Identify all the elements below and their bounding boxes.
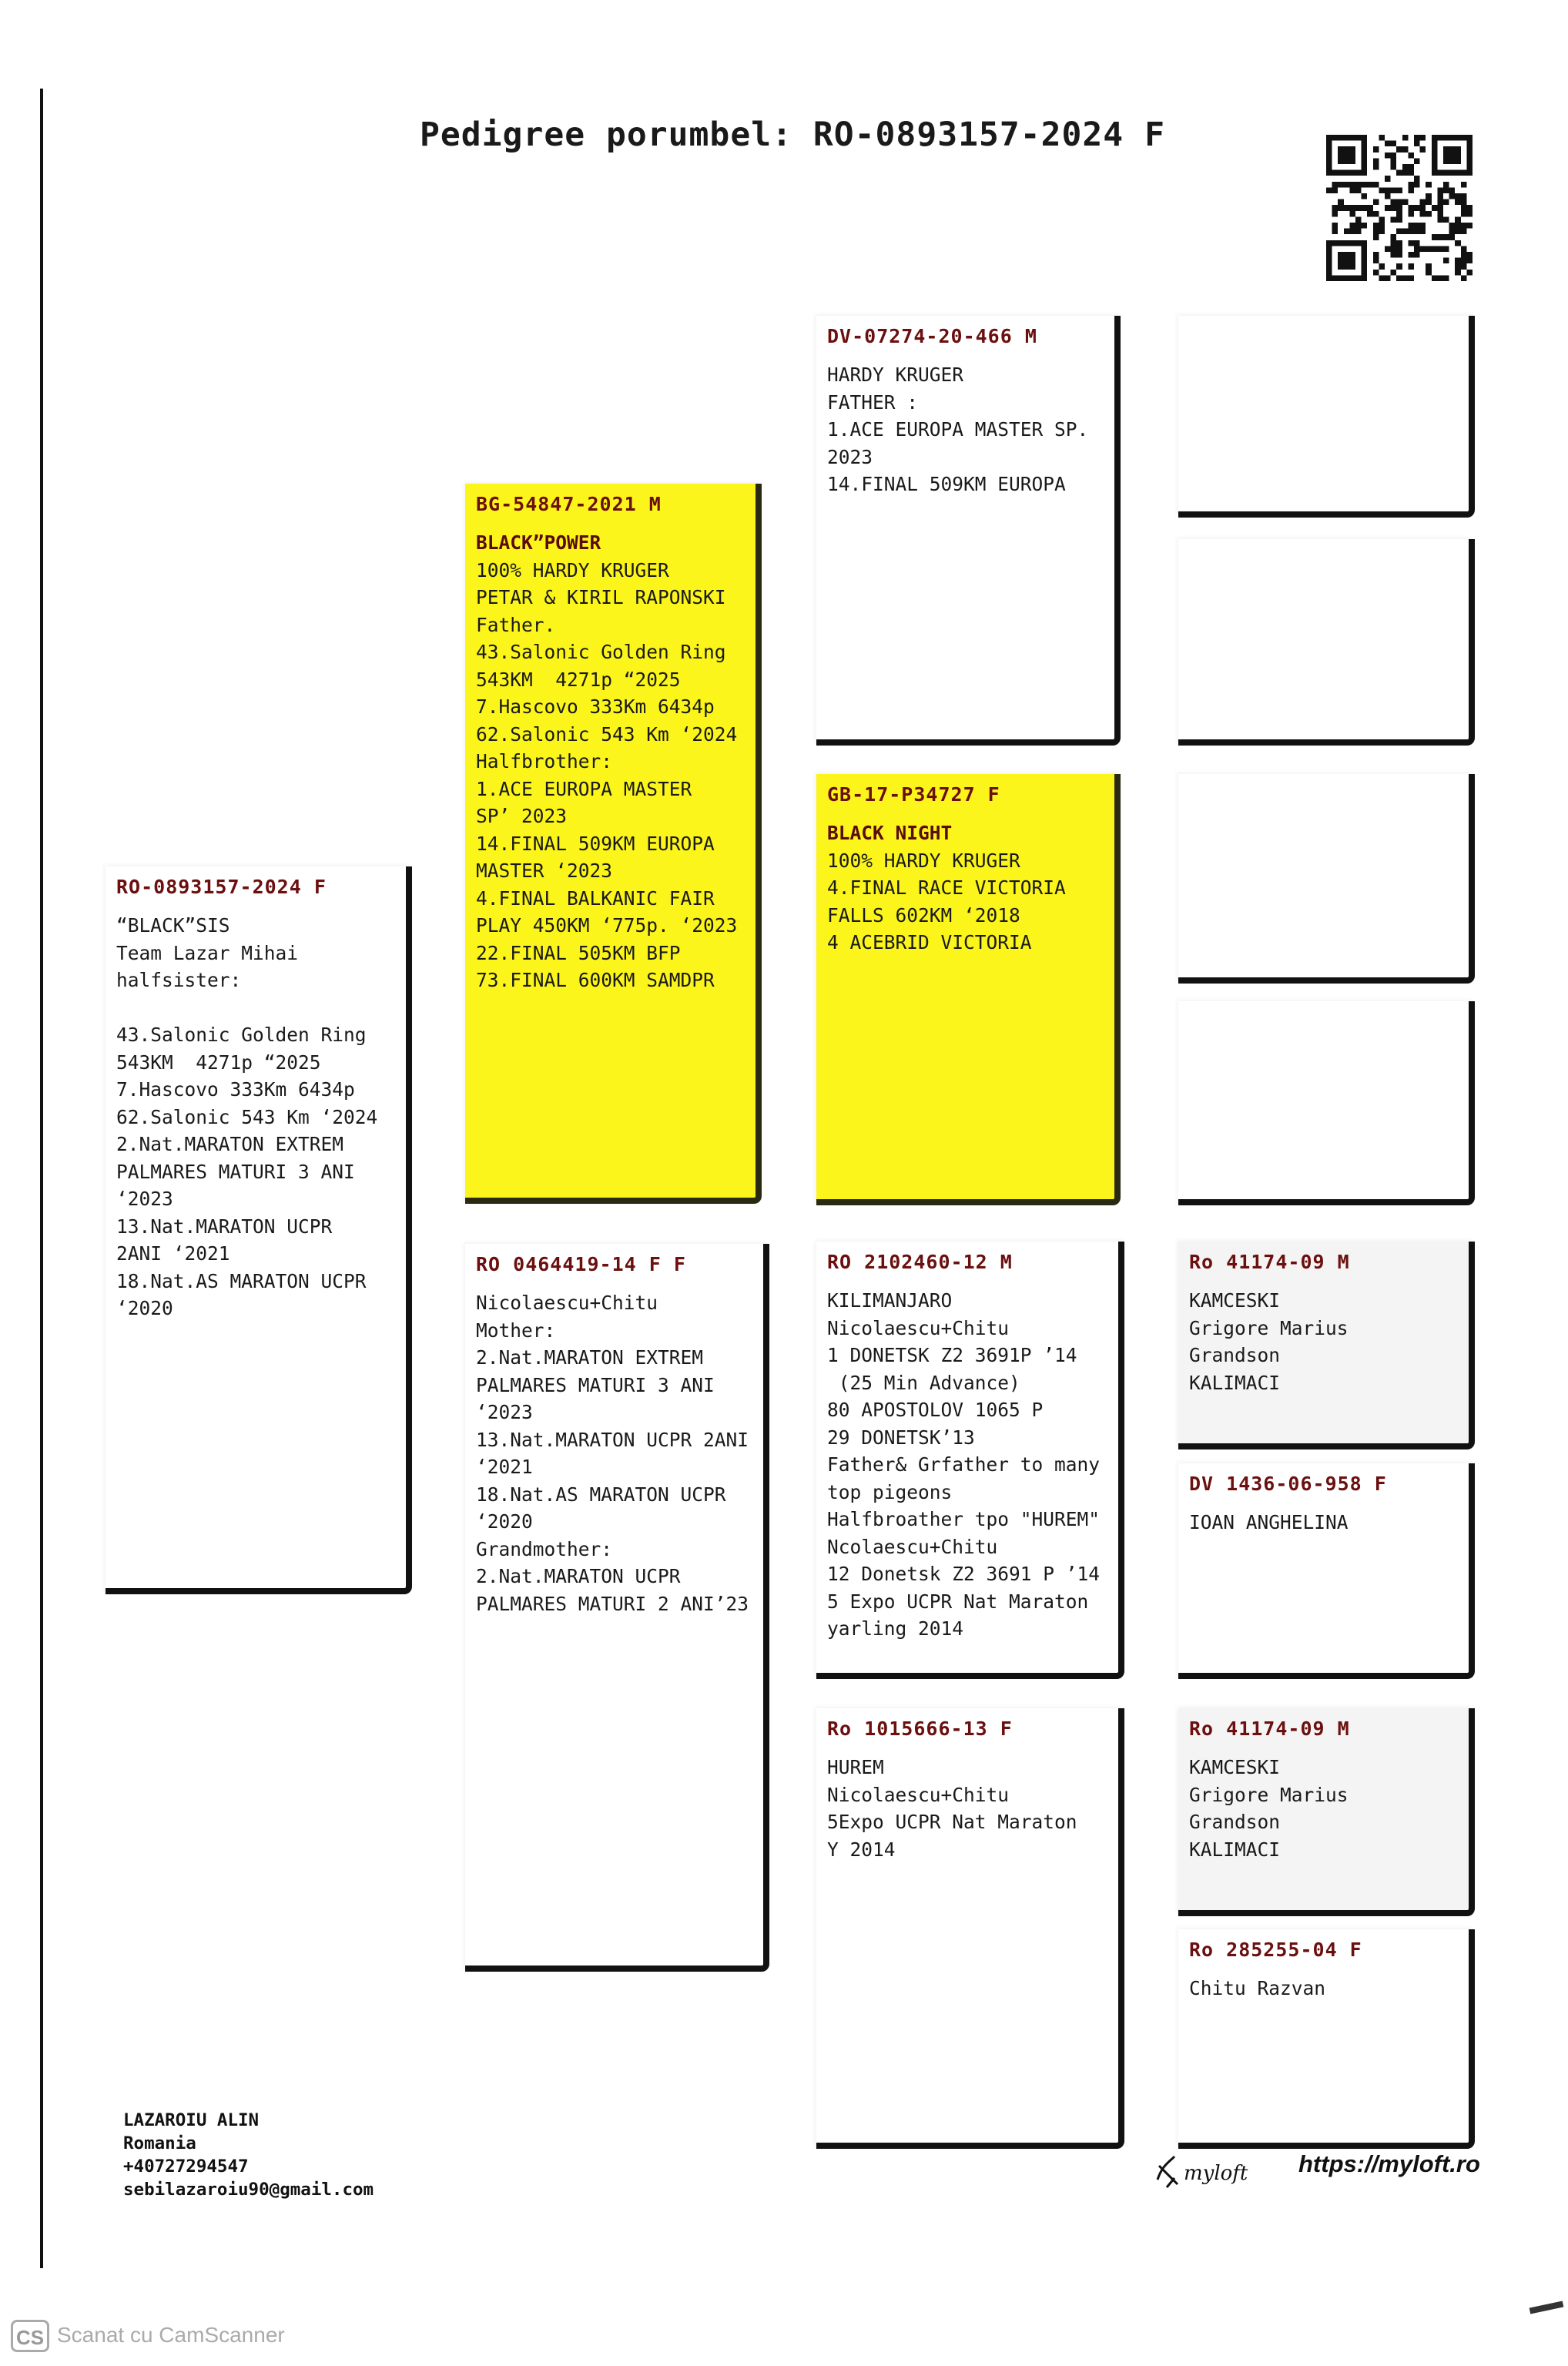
gg-dam-sire-sire-ring-number: Ro 41174-09 M <box>1189 1251 1350 1273</box>
myloft-logo-text: myloft <box>1184 2162 1248 2185</box>
sire-card <box>465 484 762 1204</box>
dam-sire-notes: KILIMANJARO Nicolaescu+Chitu 1 DONETSK Z2 3691P ’14 (25 Min Advance) 80 APOSTOLOV 1065 P 29 DONETSK’13 Father& Grfather to many top pigeons Halfbroather tpo "HUREM" Ncolaescu+Chitu 12 Donetsk Z2 3691 P ’14 5 Expo UCPR Nat Maraton yarling 2014 <box>827 1289 1101 1640</box>
dam-dam-notes: HUREM Nicolaescu+Chitu 5Expo UCPR Nat Maraton Y 2014 <box>827 1756 1077 1861</box>
page-title: Pedigree porumbel: RO-0893157-2024 F <box>420 116 1165 154</box>
gg-dam-sire-sire-card <box>1178 1242 1475 1449</box>
sire-sire-ring-number: DV-07274-20-466 M <box>827 325 1037 347</box>
sire-dam-notes <box>827 819 1104 957</box>
subject-card <box>106 866 412 1594</box>
gg-dam-sire-dam-card <box>1178 1463 1475 1679</box>
camscanner-badge: CS <box>11 2320 49 2352</box>
sire-lines: 100% HARDY KRUGER PETAR & KIRIL RAPONSKI Father. 43.Salonic Golden Ring 543KM 4271p “2025 7.Hascovo 333Km 6434p 62.Salonic 543 Km ‘2024 Halfbrother: 1.ACE EUROPA MASTER SP’ 2023 14.FINAL 509KM EUROPA MASTER ‘2023 4.FINAL BALKANIC FAIR PLAY 450KM ‘775p. ‘2023 22.FINAL 505KM BFP 73.FINAL 600KM SAMDPR <box>476 558 738 991</box>
empty-card-3 <box>1178 774 1475 984</box>
gg-dam-dam-dam-ring-number: Ro 285255-04 F <box>1189 1939 1362 1961</box>
gg-dam-dam-dam-card <box>1178 1929 1475 2149</box>
empty-card-1 <box>1178 316 1475 518</box>
dam-sire-ring-number: RO 2102460-12 M <box>827 1251 1013 1273</box>
dam-card <box>465 1244 769 1972</box>
dam-dam-card <box>816 1708 1124 2149</box>
gg-dam-dam-sire-card <box>1178 1708 1475 1916</box>
dam-notes: Nicolaescu+Chitu Mother: 2.Nat.MARATON EXTREM PALMARES MATURI 3 ANI ‘2023 13.Nat.MARATON UCPR 2ANI ‘2021 18.Nat.AS MARATON UCPR ‘2020 Grandmother: 2.Nat.MARATON UCPR PALMARES MATURI 2 ANI’23 <box>476 1292 749 1615</box>
gg-dam-sire-dam-ring-number: DV 1436-06-958 F <box>1189 1473 1387 1495</box>
myloft-url[interactable]: https://myloft.ro <box>1298 2150 1480 2177</box>
sire-ring-number: BG-54847-2021 M <box>476 493 662 515</box>
sire-dam-card <box>816 774 1121 1205</box>
sire-sire-card <box>816 316 1121 746</box>
dam-sire-card <box>816 1242 1124 1679</box>
scan-corner-mark <box>1529 2301 1564 2314</box>
dam-dam-ring-number: Ro 1015666-13 F <box>827 1718 1013 1740</box>
gg-dam-sire-sire-notes: KAMCESKI Grigore Marius Grandson KALIMACI <box>1189 1289 1349 1394</box>
dam-ring-number: RO 0464419-14 F F <box>476 1253 686 1275</box>
empty-card-2 <box>1178 539 1475 746</box>
sire-dam-ring-number: GB-17-P34727 F <box>827 783 1000 806</box>
subject-ring-number: RO-0893157-2024 F <box>116 876 327 898</box>
sire-dam-lines: 100% HARDY KRUGER 4.FINAL RACE VICTORIA FALLS 602KM ‘2018 4 ACEBRID VICTORIA <box>827 849 1066 953</box>
qr-code-icon <box>1326 132 1473 283</box>
gg-dam-dam-sire-ring-number: Ro 41174-09 M <box>1189 1718 1350 1740</box>
empty-card-4 <box>1178 1001 1475 1205</box>
sire-dam-name: BLACK NIGHT <box>827 822 953 844</box>
camscanner-text: Scanat cu CamScanner <box>57 2323 285 2347</box>
myloft-logo <box>1151 2149 1275 2197</box>
sire-name: BLACK”POWER <box>476 531 601 554</box>
gg-dam-dam-sire-notes: KAMCESKI Grigore Marius Grandson KALIMACI <box>1189 1756 1349 1861</box>
gg-dam-dam-dam-notes: Chitu Razvan <box>1189 1977 1326 1999</box>
gg-dam-sire-dam-notes: IOAN ANGHELINA <box>1189 1511 1349 1533</box>
owner-contact: LAZAROIU ALIN Romania +40727294547 sebilazaroiu90@gmail.com <box>123 2110 374 2200</box>
left-margin-rule <box>40 89 43 2268</box>
sire-sire-notes: HARDY KRUGER FATHER : 1.ACE EUROPA MASTER SP. 2023 14.FINAL 509KM EUROPA <box>827 364 1089 495</box>
sire-notes <box>476 529 745 994</box>
subject-notes: “BLACK”SIS Team Lazar Mihai halfsister: 43.Salonic Golden Ring 543KM 4271p “2025 7.Hascovo 333Km 6434p 62.Salonic 543 Km ‘2024 2.Nat.MARATON EXTREM PALMARES MATURI 3 ANI ‘2023 13.Nat.MARATON UCPR 2ANI ‘2021 18.Nat.AS MARATON UCPR ‘2020 <box>116 914 378 1319</box>
